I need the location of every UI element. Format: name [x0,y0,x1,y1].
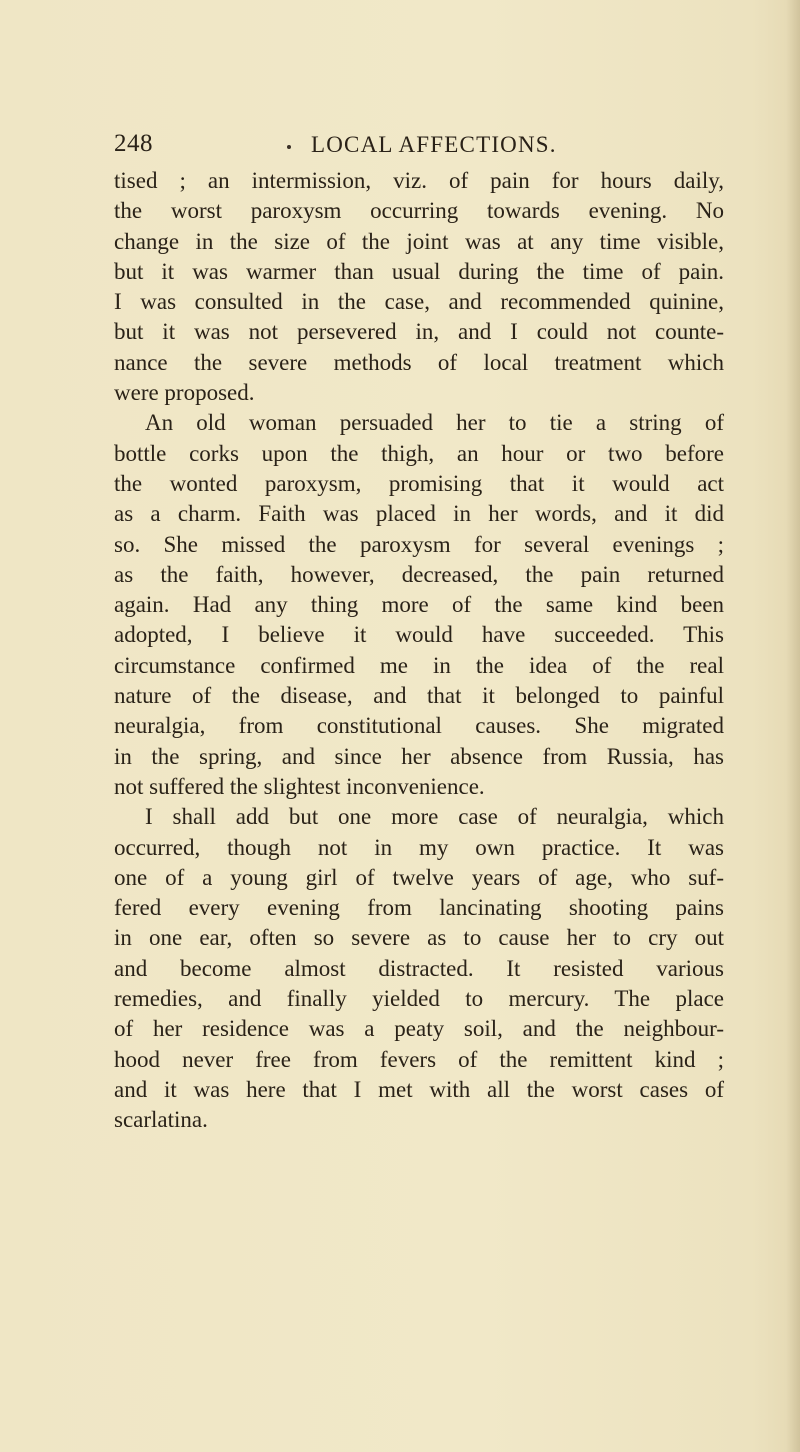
text-line: and it was here that I met with all the worst cases of [114,1076,724,1102]
text-line: bottle corks upon the thigh, an hour or two before [114,440,724,466]
text-line: were proposed. [114,380,255,406]
text-line: An old woman persuaded her to tie a string of [145,410,724,436]
text-line: circumstance confirmed me in the idea of the real [114,652,724,678]
text-line: change in the size of the joint was at any time visible, [114,228,724,254]
text-line: remedies, and finally yielded to mercury. The place [114,986,724,1012]
text-line: as a charm. Faith was placed in her words, and it did [114,501,724,527]
text-line: neuralgia, from constitutional causes. She migrated [114,713,724,739]
text-line: again. Had any thing more of the same kind been [114,592,724,618]
text-line: but it was warmer than usual during the time of pain. [114,258,724,284]
text-line: scarlatina. [114,1107,208,1133]
text-line: fered every evening from lancinating shooting pains [114,895,724,921]
text-line: in the spring, and since her absence from Russia, has [114,743,724,769]
text-line: the worst paroxysm occurring towards evening. No [114,198,724,224]
text-line: as the faith, however, decreased, the pain returned [114,561,724,587]
text-line: I shall add but one more case of neuralgia, which [145,804,724,830]
text-line: of her residence was a peaty soil, and the neighbour- [114,1016,724,1042]
page-edge-shadow [786,0,800,1452]
text-line: one of a young girl of twelve years of age, who suf- [114,864,724,890]
text-line: nance the severe methods of local treatment which [114,349,724,375]
text-line: nature of the disease, and that it belonged to painful [114,683,724,709]
page-header [114,130,714,164]
text-line: I was consulted in the case, and recommended quinine, [114,289,724,315]
text-line: occurred, though not in my own practice. It was [114,834,724,860]
page-number: 248 [114,130,153,157]
text-line: and become almost distracted. It resisted various [114,955,724,981]
text-line: but it was not persevered in, and I could not counte- [114,319,724,345]
text-line: not suffered the slightest inconvenience. [114,773,485,799]
text-line: so. She missed the paroxysm for several evenings ; [114,531,724,557]
text-line: in one ear, often so severe as to cause her to cry out [114,925,724,951]
text-line: tised ; an intermission, viz. of pain for hours daily, [114,168,724,193]
text-line: the wonted paroxysm, promising that it would act [114,470,724,496]
header-separator-dot [287,145,291,149]
text-line: hood never free from fevers of the remittent kind ; [114,1046,724,1072]
text-line: adopted, I believe it would have succeeded. This [114,622,724,648]
body-text [114,166,724,1136]
running-head: LOCAL AFFECTIONS. [311,132,557,157]
